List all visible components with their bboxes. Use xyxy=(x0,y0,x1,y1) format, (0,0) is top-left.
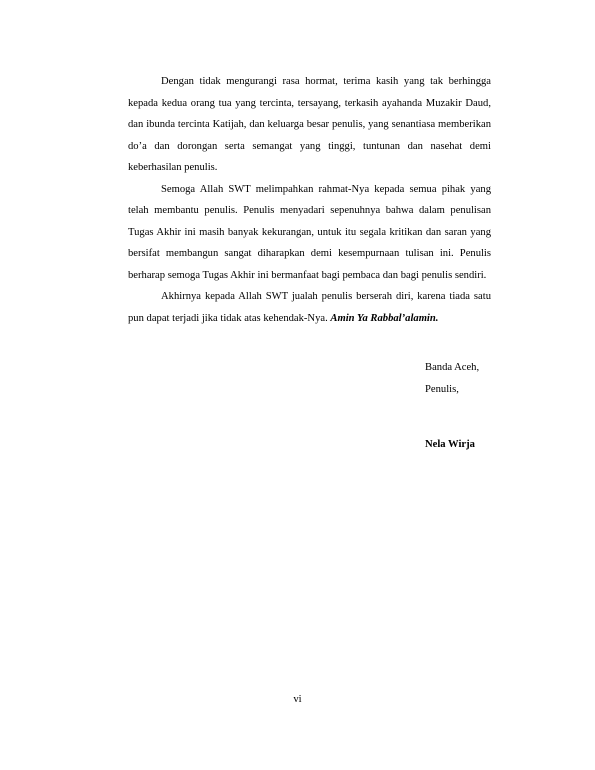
closing-prayer: Amin Ya Rabbal’alamin. xyxy=(330,312,439,324)
paragraph-closing xyxy=(128,286,491,329)
paragraph-hope xyxy=(128,179,491,287)
paragraph-thanks-text: Dengan tidak mengurangi rasa hormat, terima kasih yang tak berhingga kepada kedua orang tua yang tercinta, tersayang, terkasih ayahanda Muzakir Daud, dan ibunda tercinta Katijah, dan keluarga besar penulis, yang senantiasa memberikan do’a dan dorongan serta semangat yang tinggi, tuntunan dan nasehat demi keberhasilan penulis. xyxy=(128,76,491,173)
signature-place: Banda Aceh, xyxy=(425,362,480,373)
signature-name: Nela Wirja xyxy=(425,439,475,450)
signature-block xyxy=(425,357,479,456)
paragraph-closing-text: Akhirnya kepada Allah SWT jualah penulis berserah diri, karena tiada satu pun dapat terjadi jika tidak atas kehendak-Nya. xyxy=(128,291,491,324)
body-text xyxy=(128,71,491,329)
paragraph-hope-text: Semoga Allah SWT melimpahkan rahmat-Nya kepada semua pihak yang telah membantu penulis. Penulis menyadari sepenuhnya bahwa dalam penulisan Tugas Akhir ini masih banyak kekurangan, untuk itu segala kritikan dan saran yang bersifat membangun sangat diharapkan demi kesempurnaan tulisan ini. Penulis berharap semoga Tugas Akhir ini bermanfaat bagi pembaca dan bagi penulis sendiri. xyxy=(128,183,491,281)
page-number: vi xyxy=(293,694,302,705)
signature-role: Penulis, xyxy=(425,383,459,395)
paragraph-thanks xyxy=(128,71,491,179)
